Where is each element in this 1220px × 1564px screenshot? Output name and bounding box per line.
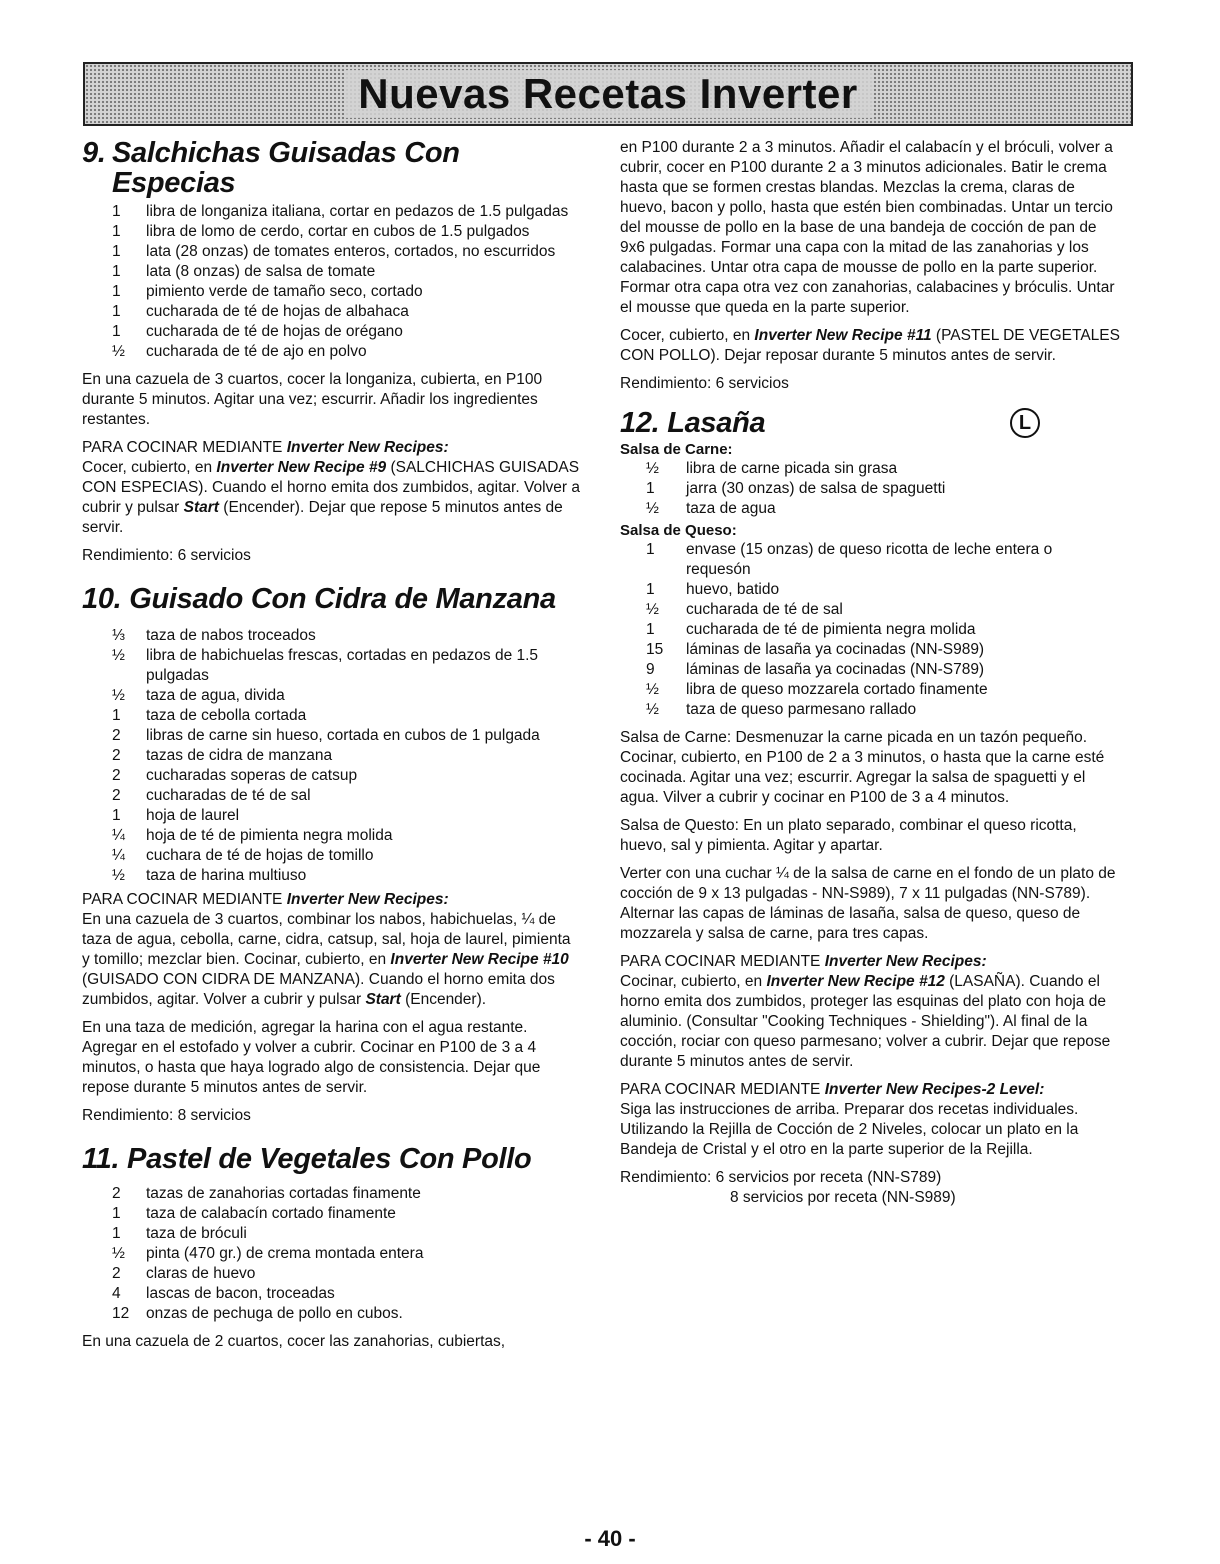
recipe-10-title: 10. Guisado Con Cidra de Manzana (82, 583, 556, 615)
page-number: - 40 - (584, 1526, 636, 1551)
ingredient-item: ½ cucharada de té de ajo en polvo (112, 343, 367, 360)
recipe-9-step-2: PARA COCINAR MEDIANTE Inverter New Recipes: Cocer, cubierto, en Inverter New Recipe #9 (SALCHICHAS GUISADAS CON ESPECIAS). Cuando el horno emita dos zumbidos, agitar. Volver a cubrir y pulsar Start (Encender). Dejar que repose 5 minutos antes de servir. (82, 439, 580, 536)
recipe-11-title: 11. Pastel de Vegetales Con Pollo (82, 1143, 532, 1175)
recipe-11-step-2: Cocer, cubierto, en Inverter New Recipe #11 (PASTEL DE VEGETALES CON POLLO). Dejar reposar durante 5 minutos antes de servir. (620, 327, 1120, 364)
recipe-12-title: 12. Lasaña (620, 407, 766, 439)
recipe-12-cheese-ingredients (620, 540, 1120, 720)
ingredient-item: ⅓ taza de nabos troceados (112, 627, 316, 644)
recipe-9-yield: Rendimiento: 6 servicios (82, 547, 251, 564)
recipe-12-step-5: PARA COCINAR MEDIANTE Inverter New Recipes-2 Level: Siga las instrucciones de arriba. Preparar dos recetas individuales. Utilizando la Rejilla de Cocción de 2 Niveles, colocar un plato en la Bandeja de Cristal y el otro en la parte superior de la Rejilla. (620, 1081, 1079, 1158)
ingredient-item: 12 onzas de pechuga de pollo en cubos. (112, 1305, 403, 1322)
recipe-12-subheading-cheese: Salsa de Queso: (620, 522, 737, 539)
ingredient-item: 1 cucharada de té de hojas de orégano (112, 323, 403, 340)
ingredient-item: ½ taza de agua (646, 500, 776, 517)
ingredient-item: ¼ cuchara de té de hojas de tomillo (112, 847, 374, 864)
recipe-9-step-1: En una cazuela de 3 cuartos, cocer la longaniza, cubierta, en P100 durante 5 minutos. Agitar una vez; escurrir. Añadir los ingredientes restantes. (82, 371, 543, 428)
ingredient-item: ½ libra de habichuelas frescas, cortadas en pedazos de 1.5 pulgadas (112, 647, 539, 684)
ingredient-item: 1 libra de lomo de cerdo, cortar en cubos de 1.5 pulgados (112, 223, 530, 240)
recipe-12-step-4: PARA COCINAR MEDIANTE Inverter New Recipes: Cocinar, cubierto, en Inverter New Recipe #12 (LASAÑA). Cuando el horno emita dos zumbidos, proteger las esquinas del plato con hoja de aluminio. (Consultar "Cooking Techniques - Shielding"). Al final de la cocción, rociar con queso parmesano; volver a cubrir. Dejar que repose durante 5 minutos antes de servir. (620, 953, 1111, 1070)
ingredient-item: ¼ hoja de té de pimienta negra molida (112, 827, 393, 844)
recipe-9 (82, 138, 582, 566)
ingredient-item: 2 cucharadas de té de sal (112, 787, 311, 804)
ingredient-item: 2 cucharadas soperas de catsup (112, 767, 358, 784)
right-column (620, 138, 1120, 1216)
recipe-11-yield: Rendimiento: 6 servicios (620, 375, 789, 392)
ingredient-item: ½ pinta (470 gr.) de crema montada entera (112, 1245, 424, 1262)
recipe-9-heading (82, 138, 582, 198)
recipe-10-step-1: PARA COCINAR MEDIANTE Inverter New Recipes: En una cazuela de 3 cuartos, combinar los nabos, habichuelas, ¼ de taza de agua, cebolla, carne, cidra, catsup, sal, hoja de laurel, pimienta y tomillo; mezclar bien. Cocinar, cubierto, en Inverter New Recipe #10 (GUISADO CON CIDRA DE MANZANA). Cuando el horno emita dos zumbidos, agitar. Volver a cubrir y pulsar Start (Encender). (82, 891, 571, 1008)
recipe-12-yield: Rendimiento: 6 servicios por receta (NN-S789) (620, 1169, 942, 1186)
recipe-12-yield-2: 8 servicios por receta (NN-S989) (730, 1189, 956, 1206)
recipe-12-meat-ingredients (620, 459, 1120, 519)
ingredient-item: 1 taza de calabacín cortado finamente (112, 1205, 396, 1222)
recipe-11-ingredients (82, 1184, 582, 1324)
ingredient-item: 1 taza de cebolla cortada (112, 707, 307, 724)
ingredient-item: 2 libras de carne sin hueso, cortada en cubos de 1 pulgada (112, 727, 540, 744)
recipe-12-step-1: Salsa de Carne: Desmenuzar la carne picada en un tazón pequeño. Cocinar, cubierto, en P100 de 2 a 3 minutos, o hasta que la carne esté cocinada. Agitar una vez; escurrir. Agregar la salsa de spaguetti y el agua. Vilver a cubrir y cocinar en P100 de 3 a 4 minutos. (620, 729, 1105, 806)
recipe-9-title: Salchichas Guisadas Con Especias (112, 137, 460, 199)
recipe-11 (82, 1144, 582, 1352)
page-banner (83, 62, 1133, 126)
recipe-12-heading (620, 408, 1040, 438)
left-column (82, 138, 582, 1360)
ingredient-item: 2 claras de huevo (112, 1265, 256, 1282)
ingredient-item: 15 láminas de lasaña ya cocinadas (NN-S989) (646, 641, 985, 658)
ingredient-item: 1 pimiento verde de tamaño seco, cortado (112, 283, 423, 300)
ingredient-item: 1 cucharada de té de pimienta negra molida (646, 621, 976, 638)
ingredient-item: 1 lata (8 onzas) de salsa de tomate (112, 263, 376, 280)
ingredient-item: 1 envase (15 onzas) de queso ricotta de leche entera o requesón (646, 541, 1053, 578)
recipe-11-step-1-continued: en P100 durante 2 a 3 minutos. Añadir el calabacín y el bróculi, volver a cubrir, cocer en P100 durante 2 a 3 minutos adicionales. Batir le crema hasta que se formen crestas blandas. Mezclas la crema, claras de huevo, bacon y pollo, hasta que estén bien combinadas. Untar un tercio del mousse de pollo en la base de una bandeja de cocción de pan de 9x6 pulgadas. Formar una capa con la mitad de las zanahorias y los calabacines. Untar otra capa de mousse de pollo en la parte superior. Formar otra capa otra vez con zanahorias, calabacines y bróculis. Untar el mousse que queda en la parte superior. (620, 139, 1115, 316)
ingredient-item: 1 huevo, batido (646, 581, 780, 598)
ingredient-item: ½ taza de harina multiuso (112, 867, 307, 884)
ingredient-item: 4 lascas de bacon, troceadas (112, 1285, 335, 1302)
ingredient-item: 2 tazas de cidra de manzana (112, 747, 333, 764)
ingredient-item: 1 taza de bróculi (112, 1225, 247, 1242)
recipe-10-step-2: En una taza de medición, agregar la harina con el agua restante. Agregar en el estofado y volver a cubrir. Cocinar en P100 de 3 a 4 minutos, o hasta que haya logrado algo de consistencia. Dejar que repose durante 5 minutos antes de servir. (82, 1019, 541, 1096)
ingredient-item: ½ libra de queso mozzarela cortado finamente (646, 681, 988, 698)
recipe-9-number: 9. (82, 137, 106, 169)
ingredient-item: 1 libra de longaniza italiana, cortar en pedazos de 1.5 pulgadas (112, 203, 569, 220)
ingredient-item: 9 láminas de lasaña ya cocinadas (NN-S789) (646, 661, 985, 678)
ingredient-item: ½ cucharada de té de sal (646, 601, 843, 618)
recipe-11-step-1: En una cazuela de 2 cuartos, cocer las zanahorias, cubiertas, (82, 1333, 506, 1350)
ingredient-item: ½ libra de carne picada sin grasa (646, 460, 898, 477)
banner-title: Nuevas Recetas Inverter (344, 70, 871, 118)
recipe-12-step-2: Salsa de Questo: En un plato separado, combinar el queso ricotta, huevo, sal y pimienta. Agitar y apartar. (620, 817, 1077, 854)
ingredient-item: ½ taza de agua, divida (112, 687, 285, 704)
ingredient-item: 1 jarra (30 onzas) de salsa de spaguetti (646, 480, 946, 497)
ingredient-item: 2 tazas de zanahorias cortadas finamente (112, 1185, 421, 1202)
recipe-10-ingredients (82, 626, 582, 886)
recipe-12-step-3: Verter con una cuchar ¼ de la salsa de carne en el fondo de un plato de cocción de 9 x 13 pulgadas - NN-S989), 7 x 11 pulgadas (NN-S789). Alternar las capas de láminas de lasaña, salsa de queso, queso de mozzarela y salsa de carne, para tres capas. (620, 865, 1116, 942)
recipe-10-yield: Rendimiento: 8 servicios (82, 1107, 251, 1124)
recipe-9-ingredients (82, 202, 582, 362)
ingredient-item: ½ taza de queso parmesano rallado (646, 701, 917, 718)
recipe-12 (620, 408, 1120, 1208)
ingredient-item: 1 hoja de laurel (112, 807, 240, 824)
recipe-12-subheading-meat: Salsa de Carne: (620, 441, 733, 458)
ingredient-item: 1 cucharada de té de hojas de albahaca (112, 303, 409, 320)
recipe-10 (82, 584, 582, 1126)
l-badge-icon: L (1010, 408, 1040, 438)
ingredient-item: 1 lata (28 onzas) de tomates enteros, cortados, no escurridos (112, 243, 556, 260)
